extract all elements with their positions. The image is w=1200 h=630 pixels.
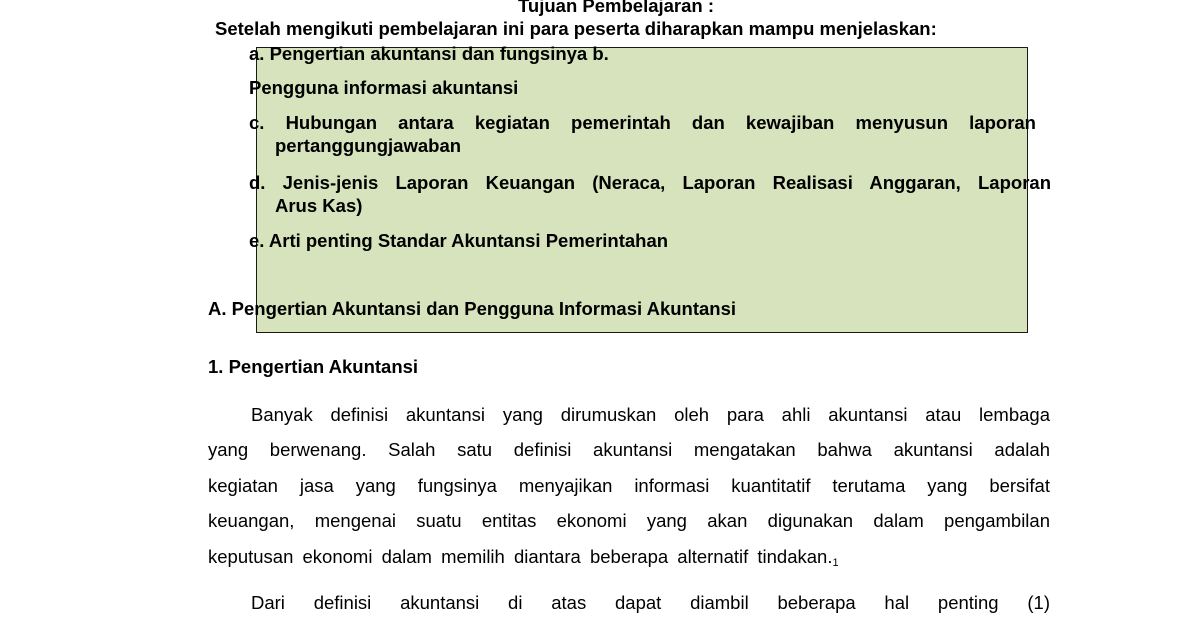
objectives-intro: Setelah mengikuti pembelajaran ini para peserta diharapkan mampu menjelaskan: [215, 18, 937, 39]
paragraph-1-line-3: kegiatan jasa yang fungsinya menyajikan informasi kuantitatif terutama yang bersifat [208, 475, 1050, 496]
objective-item-a: a. Pengertian akuntansi dan fungsinya b. [249, 43, 609, 64]
objectives-title: Tujuan Pembelajaran : [518, 0, 715, 16]
subsection-1-heading: 1. Pengertian Akuntansi [208, 356, 419, 377]
objective-item-c-line2: pertanggungjawaban [275, 135, 462, 156]
objective-item-d-line2: Arus Kas) [275, 195, 363, 216]
paragraph-1-line-5 [208, 545, 839, 575]
objective-item-c-line1: c. Hubungan antara kegiatan pemerintah dan kewajiban menyusun laporan [249, 112, 1036, 133]
paragraph-1-line-4: keuangan, mengenai suatu entitas ekonomi yang akan digunakan dalam pengambilan [208, 510, 1050, 531]
paragraph-1-line-5-text: keputusan ekonomi dalam memilih diantara beberapa alternatif tindakan. [208, 546, 833, 567]
paragraph-1-line-1: Banyak definisi akuntansi yang dirumuskan oleh para ahli akuntansi atau lembaga [251, 404, 1050, 425]
footnote-reference: 1 [832, 557, 839, 569]
objective-item-b: Pengguna informasi akuntansi [249, 77, 519, 98]
paragraph-2-line-1: Dari definisi akuntansi di atas dapat diambil beberapa hal penting (1) [251, 592, 1050, 613]
objective-item-e: e. Arti penting Standar Akuntansi Pemerintahan [249, 230, 669, 251]
objective-item-d-line1: d. Jenis-jenis Laporan Keuangan (Neraca, Laporan Realisasi Anggaran, Laporan [249, 172, 1051, 193]
paragraph-1-line-2: yang berwenang. Salah satu definisi akuntansi mengatakan bahwa akuntansi adalah [208, 439, 1050, 460]
section-a-heading: A. Pengertian Akuntansi dan Pengguna Informasi Akuntansi [208, 298, 737, 319]
